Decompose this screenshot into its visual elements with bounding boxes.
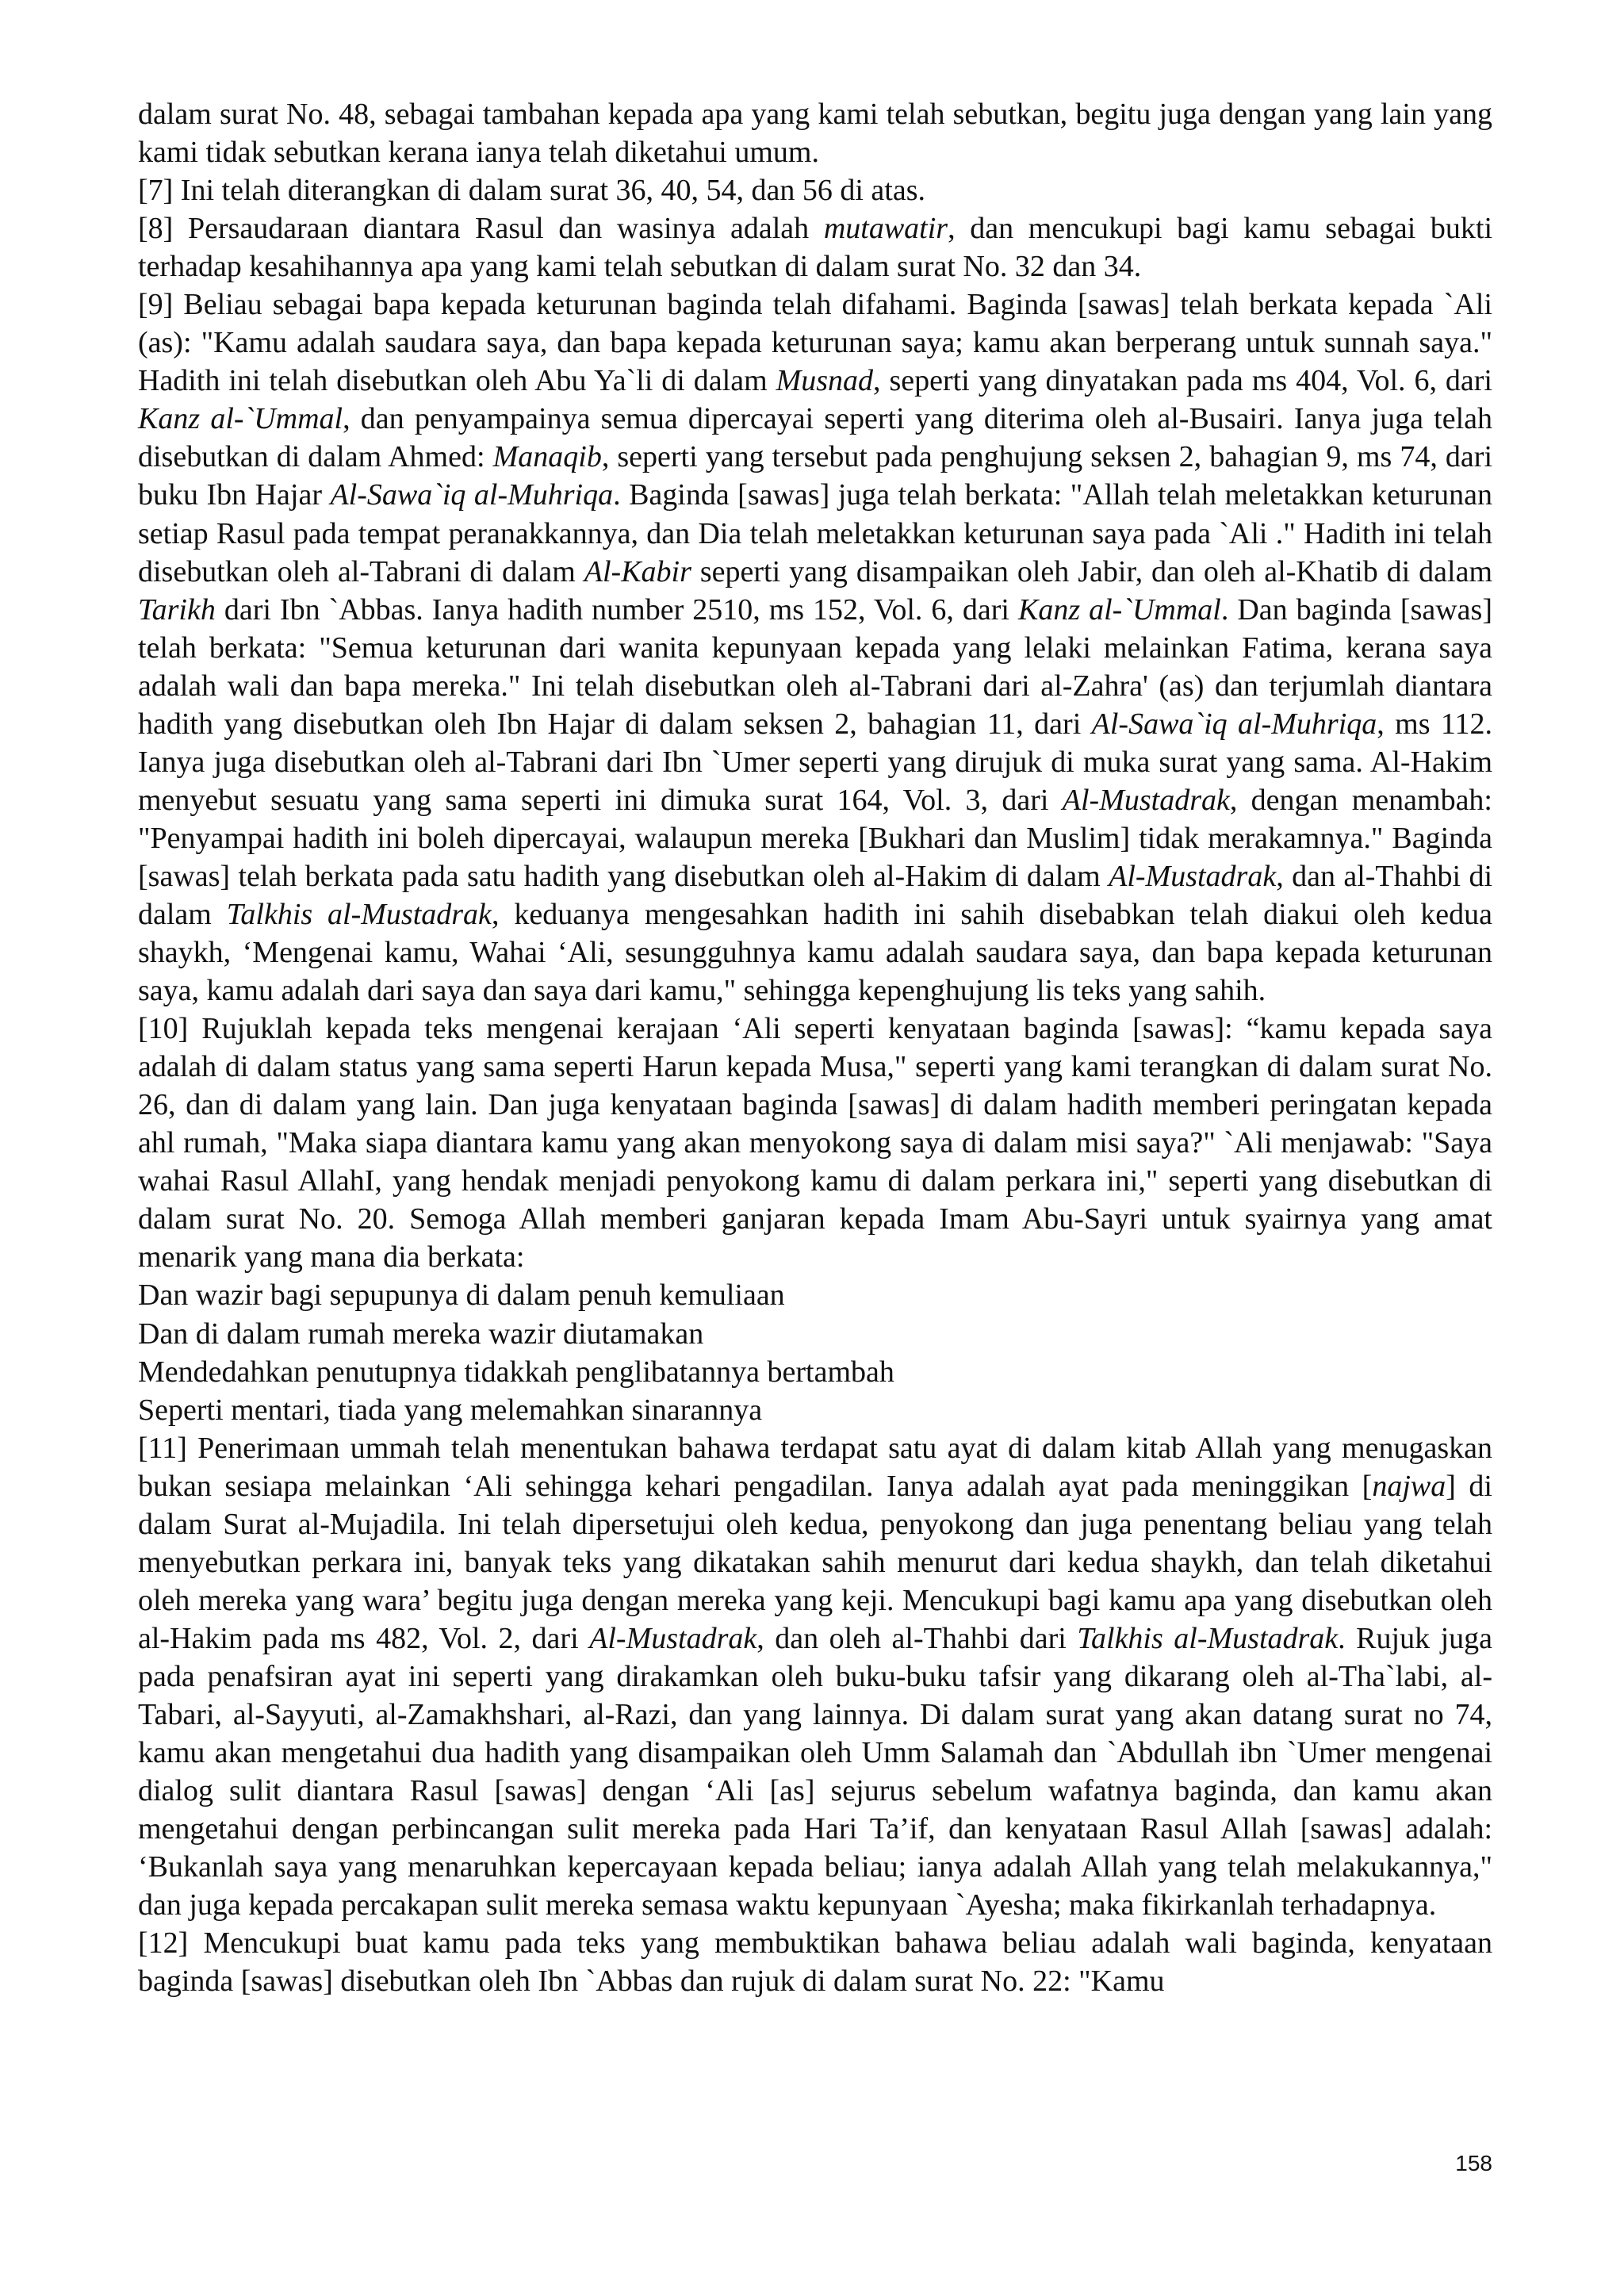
italic-title: Tarikh (138, 592, 216, 627)
poem-line: Mendedahkan penutupnya tidakkah penglibatannya bertambah (138, 1355, 894, 1389)
paragraphs-after-poem (138, 1429, 1492, 2001)
text-run: , dan mencukupi bagi kamu sebagai bukti terhadap kesahihannya apa yang kami telah sebutkan di dalam surat No. 32 dan 34. (138, 212, 1493, 284)
paragraph (138, 286, 1492, 1010)
text-run: , seperti yang tersebut pada penghujung seksen 2, bahagian 9, ms 74, dari buku Ibn Hajar (138, 440, 1492, 512)
text-run: . Rujuk juga pada penafsiran ayat ini seperti yang dirakamkan oleh buku-buku tafsir yang dikarang oleh al-Tha`labi, al-Tabari, al-Sayyuti, al-Zamakhshari, al-Razi, dan yang lainnya. Di dalam surat yang akan datang surat no 74, kamu akan mengetahui dua hadith yang disampaikan oleh Umm Salamah dan `Abdullah ibn `Umer mengenai dialog sulit diantara Rasul [sawas] dengan ‘Ali [as] sejurus sebelum wafatnya baginda, dan kamu akan mengetahui dengan perbincangan sulit mereka pada Hari Ta’if, dan kenyataan Rasul Allah [sawas] adalah: ‘Bukanlah saya yang menaruhkan kepercayaan kepada beliau; ianya adalah Allah yang telah melakukannya," dan juga kepada percakapan sulit mereka semasa waktu kepunyaan `Ayesha; maka fikirkanlah terhadapnya. (138, 1621, 1493, 1922)
paragraph (138, 209, 1492, 286)
document-body (138, 95, 1492, 2000)
text-run: dalam surat No. 48, sebagai tambahan kepada apa yang kami telah sebutkan, begitu juga dengan yang lain yang kami tidak sebutkan kerana ianya telah diketahui umum. (138, 98, 1492, 170)
italic-title: Musnad (776, 364, 874, 398)
text-run: [11] Penerimaan ummah telah menentukan bahawa terdapat satu ayat di dalam kitab Allah yang menugaskan bukan sesiapa melainkan ‘Ali sehingga kehari pengadilan. Ianya adalah ayat pada meninggikan [ (138, 1431, 1492, 1503)
paragraph (138, 95, 1492, 171)
text-run: . Dan baginda [sawas] telah berkata: "Semua keturunan dari wanita kepunyaan kepada yang lelaki melainkan Fatima, kerana saya adalah wali dan bapa mereka." Ini telah disebutkan oleh al-Tabrani dari al-Zahra' (as) dan terjumlah diantara hadith yang disebutkan oleh Ibn Hajar di dalam seksen 2, bahagian 11, dari (138, 592, 1492, 741)
italic-title: Talkhis al-Mustadrak (1077, 1621, 1339, 1655)
italic-title: najwa (1372, 1469, 1446, 1503)
italic-title: Manaqib (492, 440, 602, 474)
text-run: , dan penyampainya semua dipercayai seperti yang diterima oleh al-Busairi. Ianya juga telah disebutkan di dalam Ahmed: (138, 402, 1492, 474)
poem-line: Seperti mentari, tiada yang melemahkan sinarannya (138, 1393, 763, 1427)
italic-title: Al-Sawa`iq al-Muhriqa (1091, 707, 1377, 741)
italic-title: Kanz al-`Ummal (138, 402, 343, 436)
text-run: , dengan menambah: "Penyampai hadith ini boleh dipercayai, walaupun mereka [Bukhari dan Muslim] tidak merakamnya." Baginda [sawas] telah berkata pada satu hadith yang disebutkan oleh al-Hakim di dalam (138, 783, 1492, 893)
poem-block (138, 1276, 1492, 1428)
paragraphs-before-poem (138, 95, 1492, 1276)
page-number: 158 (1455, 2151, 1492, 2175)
italic-title: Kanz al-`Ummal (1017, 592, 1221, 627)
italic-title: Al-Mustadrak (589, 1621, 757, 1655)
text-run: ] di dalam Surat al-Mujadila. Ini telah dipersetujui oleh kedua, penyokong dan juga penentang beliau yang telah menyebutkan perkara ini, banyak teks yang dikatakan sahih menurut dari kedua shaykh, dan telah diketahui oleh mereka yang wara’ begitu juga dengan mereka yang keji. Mencukupi bagi kamu apa yang disebutkan oleh al-Hakim pada ms 482, Vol. 2, dari (138, 1469, 1492, 1655)
text-run: [10] Rujuklah kepada teks mengenai kerajaan ‘Ali seperti kenyataan baginda [sawas]: “kamu kepada saya adalah di dalam status yang sama seperti Harun kepada Musa," seperti yang kami terangkan di dalam surat No. 26, dan di dalam yang lain. Dan juga kenyataan baginda [sawas] di dalam hadith memberi peringatan kepada ahl rumah, "Maka siapa diantara kamu yang akan menyokong saya di dalam misi saya?" `Ali menjawab: "Saya wahai Rasul AllahI, yang hendak menjadi penyokong kamu di dalam perkara ini," seperti yang disebutkan di dalam surat No. 20. Semoga Allah memberi ganjaran kepada Imam Abu-Sayri untuk syairnya yang amat menarik yang mana dia berkata: (138, 1012, 1492, 1274)
paragraph (138, 1010, 1492, 1276)
italic-title: Talkhis al-Mustadrak (226, 897, 492, 931)
text-run: , dan oleh al-Thahbi dari (756, 1621, 1078, 1655)
italic-title: Al-Mustadrak (1109, 859, 1277, 893)
italic-title: Al-Kabir (584, 554, 691, 588)
text-run: [8] Persaudaraan diantara Rasul dan wasinya adalah (138, 212, 824, 246)
poem-line: Dan di dalam rumah mereka wazir diutamakan (138, 1317, 704, 1351)
text-run: [12] Mencukupi buat kamu pada teks yang membuktikan bahawa beliau adalah wali baginda, kenyataan baginda [sawas] disebutkan oleh Ibn `Abbas dan rujuk di dalam surat No. 22: "Kamu (138, 1926, 1492, 1999)
text-run: [9] Beliau sebagai bapa kepada keturunan baginda telah difahami. Baginda [sawas] telah berkata kepada `Ali (as): "Kamu adalah saudara saya, dan bapa kepada keturunan saya; kamu akan berperang untuk sunnah saya." Hadith ini telah disebutkan oleh Abu Ya`li di dalam (138, 288, 1492, 398)
text-run: dari Ibn `Abbas. Ianya hadith number 2510, ms 152, Vol. 6, dari (215, 592, 1018, 627)
paragraph (138, 171, 1492, 209)
paragraph (138, 1924, 1492, 2000)
text-run: seperti yang disampaikan oleh Jabir, dan oleh al-Khatib di dalam (691, 554, 1492, 588)
text-run: , seperti yang dinyatakan pada ms 404, Vol. 6, dari (873, 364, 1492, 398)
text-run: [7] Ini telah diterangkan di dalam surat 36, 40, 54, dan 56 di atas. (138, 174, 926, 208)
italic-title: Al-Sawa`iq al-Muhriqa (330, 478, 614, 512)
poem-line: Dan wazir bagi sepupunya di dalam penuh kemuliaan (138, 1278, 785, 1313)
italic-title: mutawatir (823, 212, 948, 246)
text-run: . Baginda [sawas] juga telah berkata: "Allah telah meletakkan keturunan setiap Rasul pada tempat peranakkannya, dan Dia telah meletakkan keturunan saya pada `Ali ." Hadith ini telah disebutkan oleh al-Tabrani di dalam (138, 478, 1492, 588)
paragraph (138, 1429, 1492, 1925)
text-run: , ms 112. Ianya juga disebutkan oleh al-Tabrani dari Ibn `Umer seperti yang dirujuk di muka surat yang sama. Al-Hakim menyebut sesuatu yang sama seperti ini dimuka surat 164, Vol. 3, dari (138, 707, 1492, 817)
text-run: , keduanya mengesahkan hadith ini sahih disebabkan telah diakui oleh kedua shaykh, ‘Mengenai kamu, Wahai ‘Ali, sesungguhnya kamu adalah saudara saya, dan bapa kepada keturunan saya, kamu adalah dari saya dan saya dari kamu," sehingga kepenghujung lis teks yang sahih. (138, 897, 1493, 1008)
italic-title: Al-Mustadrak (1062, 783, 1230, 817)
text-run: , dan al-Thahbi di dalam (138, 859, 1493, 931)
